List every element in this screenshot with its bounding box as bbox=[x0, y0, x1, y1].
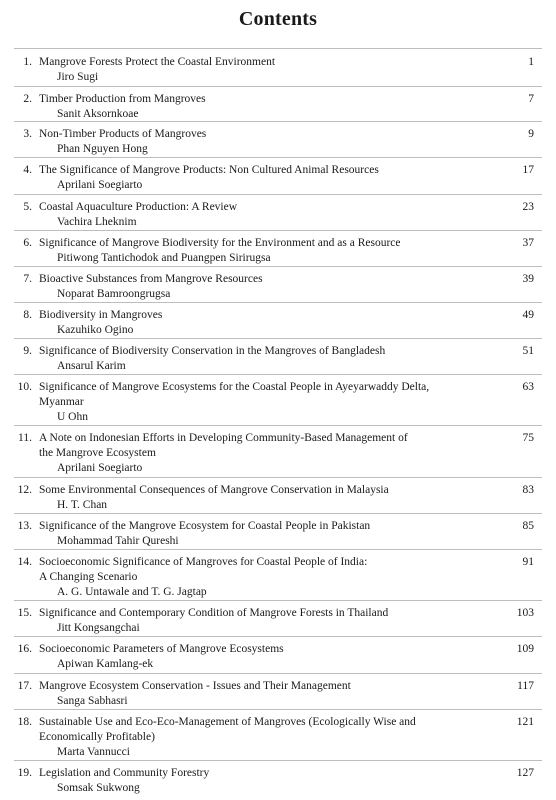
entry-divider bbox=[14, 709, 542, 710]
entry-number: 16. bbox=[17, 643, 32, 655]
entry-page-number: 83 bbox=[522, 484, 534, 496]
entry-divider bbox=[14, 157, 542, 158]
entry-title-line: Significance of Biodiversity Conservation in the Mangroves of Bangladesh bbox=[39, 345, 386, 357]
entry-divider bbox=[14, 266, 542, 267]
entry-page-number: 17 bbox=[522, 164, 534, 176]
entry-author: Pitiwong Tantichodok and Puangpen Sirirugsa bbox=[57, 252, 271, 264]
entry-title-line: the Mangrove Ecosystem bbox=[39, 447, 156, 459]
entry-title bbox=[39, 642, 491, 657]
entry-title-line: Socioeconomic Significance of Mangroves for Coastal People of India: bbox=[39, 556, 368, 568]
entry-author: A. G. Untawale and T. G. Jagtap bbox=[57, 586, 207, 598]
entry-author: Jiro Sugi bbox=[57, 71, 99, 83]
entry-title bbox=[39, 200, 491, 215]
entry-page-number: 39 bbox=[522, 273, 534, 285]
entry-title-line: Significance and Contemporary Condition of Mangrove Forests in Thailand bbox=[39, 607, 389, 619]
entry-number: 11. bbox=[18, 432, 32, 444]
entry-number: 10. bbox=[17, 381, 32, 393]
entry-page-number: 75 bbox=[522, 432, 534, 444]
entry-divider bbox=[14, 302, 542, 303]
entry-number: 19. bbox=[17, 767, 32, 779]
entry-title-line: Mangrove Forests Protect the Coastal Environment bbox=[39, 56, 276, 68]
entry-title-line: Biodiversity in Mangroves bbox=[39, 309, 163, 321]
entry-title-line: Bioactive Substances from Mangrove Resources bbox=[39, 273, 263, 285]
entry-page-number: 85 bbox=[522, 520, 534, 532]
entry-title-line: Mangrove Ecosystem Conservation - Issues and Their Management bbox=[39, 680, 351, 692]
entry-page-number: 127 bbox=[516, 767, 534, 779]
entry-number: 6. bbox=[23, 237, 32, 249]
entry-author: H. T. Chan bbox=[57, 499, 108, 511]
entry-number: 9. bbox=[23, 345, 32, 357]
entry-page-number: 117 bbox=[517, 680, 534, 692]
entry-author: Sanit Aksornkoae bbox=[57, 108, 139, 120]
entry-page-number: 23 bbox=[522, 201, 534, 213]
entry-title bbox=[39, 380, 491, 410]
entry-divider bbox=[14, 477, 542, 478]
entry-divider bbox=[14, 374, 542, 375]
entry-divider bbox=[14, 636, 542, 637]
entry-number: 3. bbox=[23, 128, 32, 140]
entry-title bbox=[39, 308, 491, 323]
entry-divider bbox=[14, 425, 542, 426]
entry-page-number: 121 bbox=[516, 716, 534, 728]
entry-number: 14. bbox=[17, 556, 32, 568]
entry-author: Noparat Bamroongrugsa bbox=[57, 288, 171, 300]
entry-divider bbox=[14, 513, 542, 514]
entry-title-line: Myanmar bbox=[39, 396, 84, 408]
entry-title bbox=[39, 92, 491, 107]
entry-author: Phan Nguyen Hong bbox=[57, 143, 148, 155]
entry-divider bbox=[14, 230, 542, 231]
entry-page-number: 9 bbox=[528, 128, 534, 140]
entry-divider bbox=[14, 549, 542, 550]
entry-number: 18. bbox=[17, 716, 32, 728]
entry-number: 4. bbox=[23, 164, 32, 176]
entry-page-number: 7 bbox=[528, 93, 534, 105]
entry-title bbox=[39, 766, 491, 781]
entry-author: Aprilani Soegiarto bbox=[57, 462, 143, 474]
entry-divider bbox=[14, 121, 542, 122]
entry-author: Jitt Kongsangchai bbox=[57, 622, 140, 634]
entry-title bbox=[39, 519, 491, 534]
entry-title bbox=[39, 431, 491, 461]
entry-author: U Ohn bbox=[57, 411, 88, 423]
entry-page-number: 91 bbox=[522, 556, 534, 568]
entry-page-number: 63 bbox=[522, 381, 534, 393]
entry-number: 12. bbox=[17, 484, 32, 496]
entry-title bbox=[39, 55, 491, 70]
entry-divider bbox=[14, 48, 542, 49]
entry-author: Sanga Sabhasri bbox=[57, 695, 128, 707]
entry-divider bbox=[14, 86, 542, 87]
entry-page-number: 1 bbox=[528, 56, 534, 68]
entry-title bbox=[39, 272, 491, 287]
entry-number: 7. bbox=[23, 273, 32, 285]
entry-page-number: 103 bbox=[516, 607, 534, 619]
entry-title-line: Non-Timber Products of Mangroves bbox=[39, 128, 207, 140]
entry-title-line: Socioeconomic Parameters of Mangrove Ecosystems bbox=[39, 643, 284, 655]
entry-title bbox=[39, 679, 491, 694]
entry-title bbox=[39, 127, 491, 142]
entry-title-line: Significance of Mangrove Biodiversity for the Environment and as a Resource bbox=[39, 237, 401, 249]
entry-title bbox=[39, 555, 491, 585]
entry-author: Mohammad Tahir Qureshi bbox=[57, 535, 179, 547]
entry-author: Aprilani Soegiarto bbox=[57, 179, 143, 191]
entry-title-line: Timber Production from Mangroves bbox=[39, 93, 206, 105]
entry-author: Ansarul Karim bbox=[57, 360, 126, 372]
entry-author: Apiwan Kamlang-ek bbox=[57, 658, 154, 670]
entry-number: 13. bbox=[17, 520, 32, 532]
entry-divider bbox=[14, 600, 542, 601]
entry-title-line: A Note on Indonesian Efforts in Developing Community-Based Management of bbox=[39, 432, 408, 444]
entry-number: 17. bbox=[17, 680, 32, 692]
entry-title bbox=[39, 483, 491, 498]
entry-author: Somsak Sukwong bbox=[57, 782, 140, 794]
entry-title-line: Sustainable Use and Eco-Eco-Management of Mangroves (Ecologically Wise and bbox=[39, 716, 416, 728]
entry-author: Kazuhiko Ogino bbox=[57, 324, 134, 336]
entry-title bbox=[39, 344, 491, 359]
entry-title-line: Coastal Aquaculture Production: A Review bbox=[39, 201, 238, 213]
entry-author: Vachira Lheknim bbox=[57, 216, 137, 228]
entry-divider bbox=[14, 760, 542, 761]
entry-title bbox=[39, 715, 491, 745]
entry-title-line: Some Environmental Consequences of Mangrove Conservation in Malaysia bbox=[39, 484, 389, 496]
entry-number: 8. bbox=[23, 309, 32, 321]
entry-page-number: 49 bbox=[522, 309, 534, 321]
entry-number: 2. bbox=[23, 93, 32, 105]
entry-title bbox=[39, 236, 491, 251]
entry-divider bbox=[14, 338, 542, 339]
entry-divider bbox=[14, 194, 542, 195]
entry-title-line: The Significance of Mangrove Products: Non Cultured Animal Resources bbox=[39, 164, 379, 176]
entry-number: 5. bbox=[23, 201, 32, 213]
entry-page-number: 109 bbox=[516, 643, 534, 655]
entry-page-number: 51 bbox=[522, 345, 534, 357]
entry-number: 1. bbox=[23, 56, 32, 68]
entry-title-line: A Changing Scenario bbox=[39, 571, 138, 583]
entry-title-line: Significance of Mangrove Ecosystems for the Coastal People in Ayeyarwaddy Delta, bbox=[39, 381, 430, 393]
entry-author: Marta Vannucci bbox=[57, 746, 130, 758]
entry-title-line: Legislation and Community Forestry bbox=[39, 767, 210, 779]
entry-title bbox=[39, 163, 491, 178]
entry-title bbox=[39, 606, 491, 621]
entry-page-number: 37 bbox=[522, 237, 534, 249]
entry-divider bbox=[14, 673, 542, 674]
entry-number: 15. bbox=[17, 607, 32, 619]
entry-title-line: Economically Profitable) bbox=[39, 731, 155, 743]
entry-title-line: Significance of the Mangrove Ecosystem for Coastal People in Pakistan bbox=[39, 520, 371, 532]
page-title: Contents bbox=[238, 8, 318, 30]
